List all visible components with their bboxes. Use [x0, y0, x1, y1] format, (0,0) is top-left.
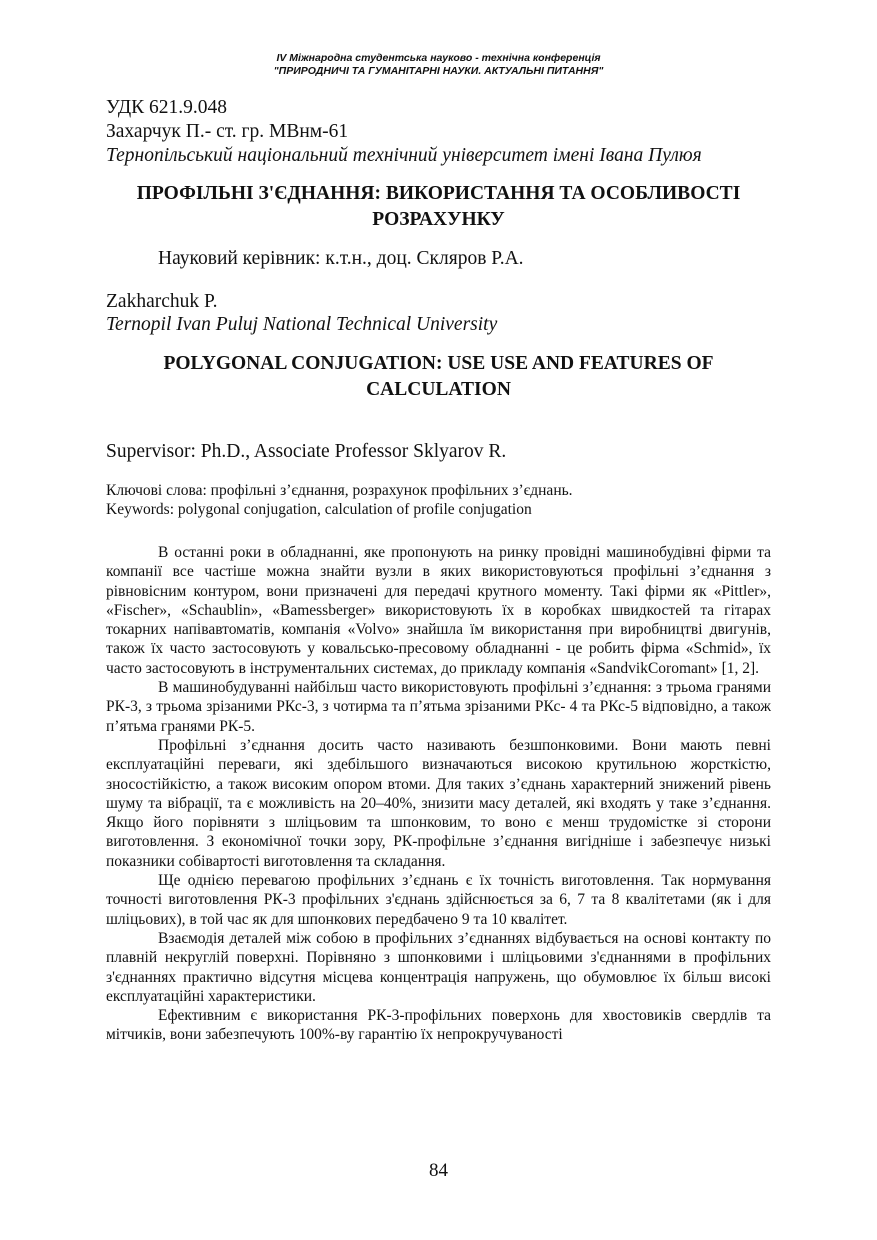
supervisor-en: Supervisor: Ph.D., Associate Professor Sklyarov R. [106, 441, 507, 462]
conference-header-line2: "ПРИРОДНИЧІ ТА ГУМАНІТАРНІ НАУКИ. АКТУАЛЬНІ ПИТАННЯ" [273, 65, 604, 77]
keywords-en: Keywords: polygonal conjugation, calculation of profile conjugation [106, 501, 532, 518]
university-ua: Тернопільський національний технічний університет імені Івана Пулюя [106, 145, 702, 166]
udc-code: УДК 621.9.048 [106, 97, 228, 118]
title-en: POLYGONAL CONJUGATION: USE USE AND FEATURES OF CALCULATION [163, 353, 714, 400]
paragraph: Взаємодія деталей між собою в профільних з’єднаннях відбувається на основі контакту по плавній некруглій поверхні. Порівняно з шпонковими і шліцьовими з'єднаннями в профільних з'єднаннях практично відсутня місцева концентрація напружень, що обумовлює їх більш високі експлуатаційні характеристики. [106, 929, 771, 1005]
body-text [106, 543, 771, 1045]
author-ua: Захарчук П.- ст. гр. МВнм-61 [106, 121, 349, 142]
university-en: Ternopil Ivan Puluj National Technical University [106, 314, 498, 335]
keywords-ua: Ключові слова: профільні з’єднання, розрахунок профільних з’єднань. [106, 482, 573, 499]
title-ua: ПРОФІЛЬНІ З'ЄДНАННЯ: ВИКОРИСТАННЯ ТА ОСОБЛИВОСТІ РОЗРАХУНКУ [136, 183, 741, 230]
supervisor-ua: Науковий керівник: к.т.н., доц. Скляров Р.А. [158, 248, 524, 269]
paragraph: В останні роки в обладнанні, яке пропонують на ринку провідні машинобудівні фірми та компанії все частіше можна знайти вузли в яких використовуються профільні з’єднання з рівновісним контуром, вони призначені для передачі крутного моменту. Такі фірми як «Pittler», «Fischer», «Schaublin», «Bamessberger» використовують їх в коробках швидкостей та гітарах токарних напівавтоматів, компанія «Volvo» знайшла їм використання при виробництві двигунів, також їх часто застосовують у ковальсько-пресовому обладнанні - це робить фірма «Schmid», їх часто застосовують в інструментальних системах, до прикладу компанія «SandvikCoromant» [1, 2]. [106, 544, 771, 677]
paragraph: Ще однією перевагою профільних з’єднань є їх точність виготовлення. Так нормування точності виготовлення РК-3 профільних з'єднань здійснюється за 6, 7 та 8 квалітетами (як і для шліцьових), в той час як для шпонкових передбачено 9 та 10 квалітет. [106, 872, 771, 928]
page-number: 84 [429, 1160, 448, 1181]
conference-header-line1: IV Міжнародна студентська науково - технічна конференція [276, 52, 601, 64]
paragraph: В машинобудуванні найбільш часто використовують профільні з’єднання: з трьома гранями РК-3, з трьома зрізаними РКс-3, з чотирма та п’ятьма зрізаними РКс- 4 та РКс-5 відповідно, а також п’ятьма гранями РК-5. [106, 679, 771, 735]
paragraph: Профільні з’єднання досить часто називають безшпонковими. Вони мають певні експлуатаційні переваги, які здебільшого визначаються високою крутильною жорсткістю, зносостійкістю, а також високим опором втоми. Для таких з’єднань характерний знижений рівень шуму та вібрації, та є можливість на 20–40%, знизити масу деталей, які входять у таке з’єднання. Якщо його порівняти з шліцьовим та шпонковим, то воно є менш трудомістке зі сторони виготовлення. З економічної точки зору, РК-профільне з’єднання вигідніше і забезпечує низькі показники собівартості виготовлення та складання. [106, 736, 771, 870]
paragraph: Ефективним є використання РК-3-профільних поверхонь для хвостовиків свердлів та мітчиків, вони забезпечують 100%-ву гарантію їх непрокручуваності [106, 1007, 771, 1044]
author-en: Zakharchuk P. [106, 291, 218, 312]
